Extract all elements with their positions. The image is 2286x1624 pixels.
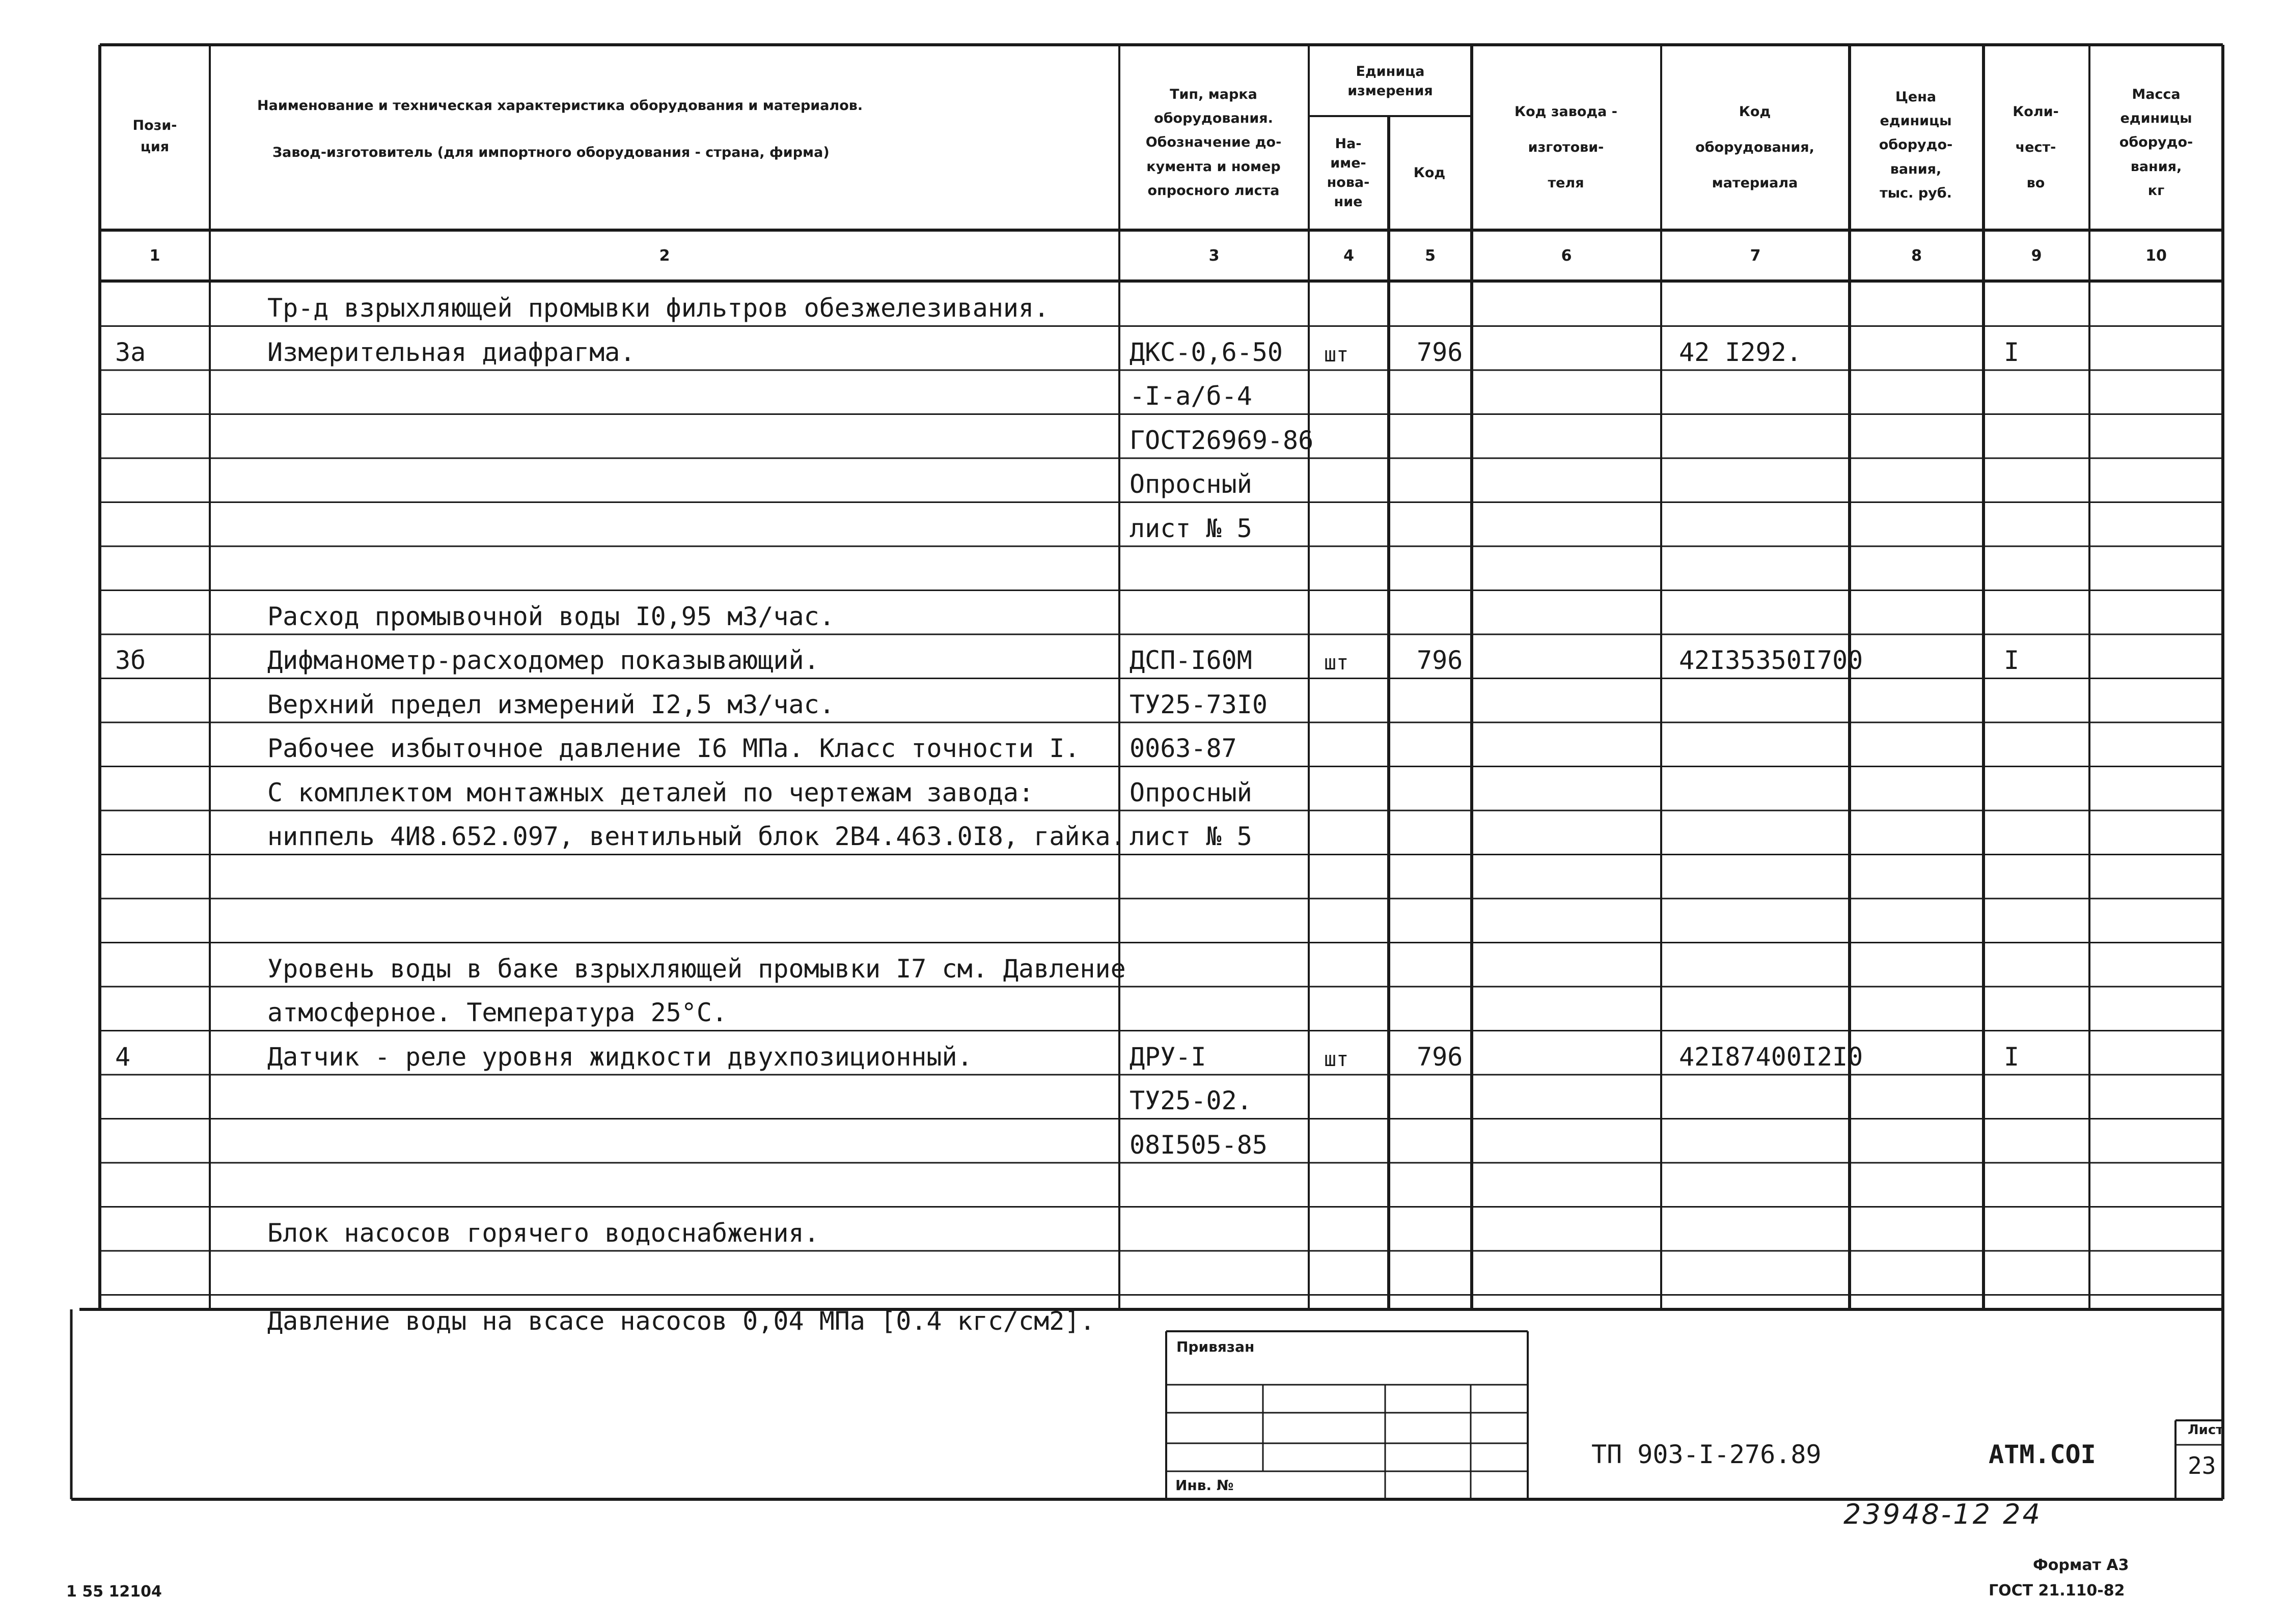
column-number: 6	[1561, 246, 1572, 265]
cell-type: Опросный	[1130, 777, 1252, 807]
cell-unit-code: 796	[1417, 337, 1463, 367]
cell-type: лист № 5	[1130, 513, 1252, 543]
cell-type: ДКС-0,6-50	[1130, 337, 1283, 367]
cell-type: Опросный	[1130, 469, 1252, 499]
header-position: Пози- ция	[132, 118, 177, 155]
footer-print-code: 1 55 12104	[66, 1583, 162, 1601]
stamp-project-number: ТП 903-I-276.89	[1591, 1440, 1822, 1469]
cell-unit-code: 796	[1417, 1042, 1463, 1072]
cell-name: С комплектом монтажных деталей по чертежам завода:	[267, 777, 1034, 807]
column-number: 9	[2031, 246, 2042, 265]
column-number: 1	[149, 246, 160, 265]
column-number: 2	[659, 246, 670, 265]
handwritten-number: 23948-12 24	[1843, 1498, 2042, 1530]
header-factory-code: Код завода - изготови- теля	[1514, 103, 1617, 191]
cell-position: 3б	[115, 646, 146, 675]
cell-quantity: I	[2004, 1042, 2020, 1072]
cell-quantity: I	[2004, 646, 2020, 675]
cell-position: 3а	[115, 337, 146, 367]
stamp-sheet-number: 23	[2188, 1452, 2216, 1479]
cell-name: Давление воды на всасе насосов 0,04 МПа [0.4 кгс/см2].	[267, 1306, 1095, 1336]
footer-format: Формат А3	[2033, 1556, 2129, 1574]
cell-name: атмосферное. Температура 25°С.	[267, 998, 728, 1027]
cell-name: ниппель 4И8.652.097, вентильный блок 2В4.463.0I8, гайка.	[267, 822, 1126, 851]
cell-name: Тр-д взрыхляющей промывки фильтров обезжелезивания.	[267, 293, 1050, 323]
cell-name: Расход промывочной воды I0,95 м3/час.	[267, 601, 835, 631]
column-number: 3	[1208, 246, 1220, 265]
header-name-line2: Завод-изготовитель (для импортного оборудования - страна, фирма)	[272, 145, 830, 160]
cell-name: Измерительная диафрагма.	[267, 337, 636, 367]
header-unit-code: Код	[1413, 165, 1446, 181]
cell-unit-name: шт	[1324, 1047, 1349, 1071]
cell-type: ДСП-I60М	[1130, 646, 1252, 675]
cell-type: 08I505-85	[1130, 1130, 1268, 1160]
column-number: 7	[1750, 246, 1761, 265]
header-price: Цена единицы оборудо- вания, тыс. руб.	[1879, 89, 1953, 201]
cell-name: Верхний предел измерений I2,5 м3/час.	[267, 689, 835, 719]
footer-gost: ГОСТ 21.110-82	[1989, 1582, 2125, 1600]
cell-type: 0063-87	[1130, 734, 1237, 763]
header-quantity: Коли- чест- во	[2013, 103, 2059, 191]
cell-type: ДРУ-I	[1130, 1042, 1206, 1072]
cell-unit-name: шт	[1324, 343, 1349, 367]
column-number: 5	[1425, 246, 1436, 265]
cell-name: Датчик - реле уровня жидкости двухпозиционный.	[267, 1042, 973, 1072]
cell-type: лист № 5	[1130, 822, 1252, 851]
stamp-inv-label: Инв. №	[1175, 1477, 1234, 1494]
cell-quantity: I	[2004, 337, 2020, 367]
cell-type: ТУ25-73I0	[1130, 689, 1268, 719]
stamp-document-code: АТМ.СОI	[1989, 1440, 2096, 1469]
cell-position: 4	[115, 1042, 131, 1072]
cell-name: Уровень воды в баке взрыхляющей промывки I7 см. Давление	[267, 954, 1126, 984]
header-unit: Единица измерения	[1347, 64, 1433, 99]
cell-type: ГОСТ26969-86	[1130, 425, 1314, 455]
cell-type: ТУ25-02.	[1130, 1086, 1252, 1115]
cell-name: Блок насосов горячего водоснабжения.	[267, 1218, 819, 1248]
cell-unit-code: 796	[1417, 646, 1463, 675]
header-name-line1: Наименование и техническая характеристика оборудования и материалов.	[257, 98, 863, 114]
header-equipment-code: Код оборудования, материала	[1695, 103, 1814, 191]
column-number: 4	[1343, 246, 1354, 265]
cell-unit-name: шт	[1324, 651, 1349, 675]
header-type: Тип, марка оборудования. Обозначение до- кумента и номер опросного листа	[1145, 86, 1282, 199]
cell-equipment-code: 42I87400I2I0	[1679, 1042, 1863, 1072]
cell-type: -I-а/б-4	[1130, 381, 1252, 411]
cell-equipment-code: 42I35350I700	[1679, 646, 1863, 675]
header-mass: Масса единицы оборудо- вания, кг	[2119, 86, 2193, 199]
cell-equipment-code: 42 I292.	[1679, 337, 1802, 367]
column-number: 10	[2145, 246, 2167, 265]
cell-name: Рабочее избыточное давление I6 МПа. Класс точности I.	[267, 734, 1080, 763]
stamp-sheet-label: Лист	[2188, 1422, 2224, 1438]
cell-name: Дифманометр-расходомер показывающий.	[267, 646, 819, 675]
header-unit-name: На- име- нова- ние	[1327, 136, 1370, 210]
stamp-bound-label: Привязан	[1176, 1338, 1255, 1355]
column-number: 8	[1911, 246, 1922, 265]
